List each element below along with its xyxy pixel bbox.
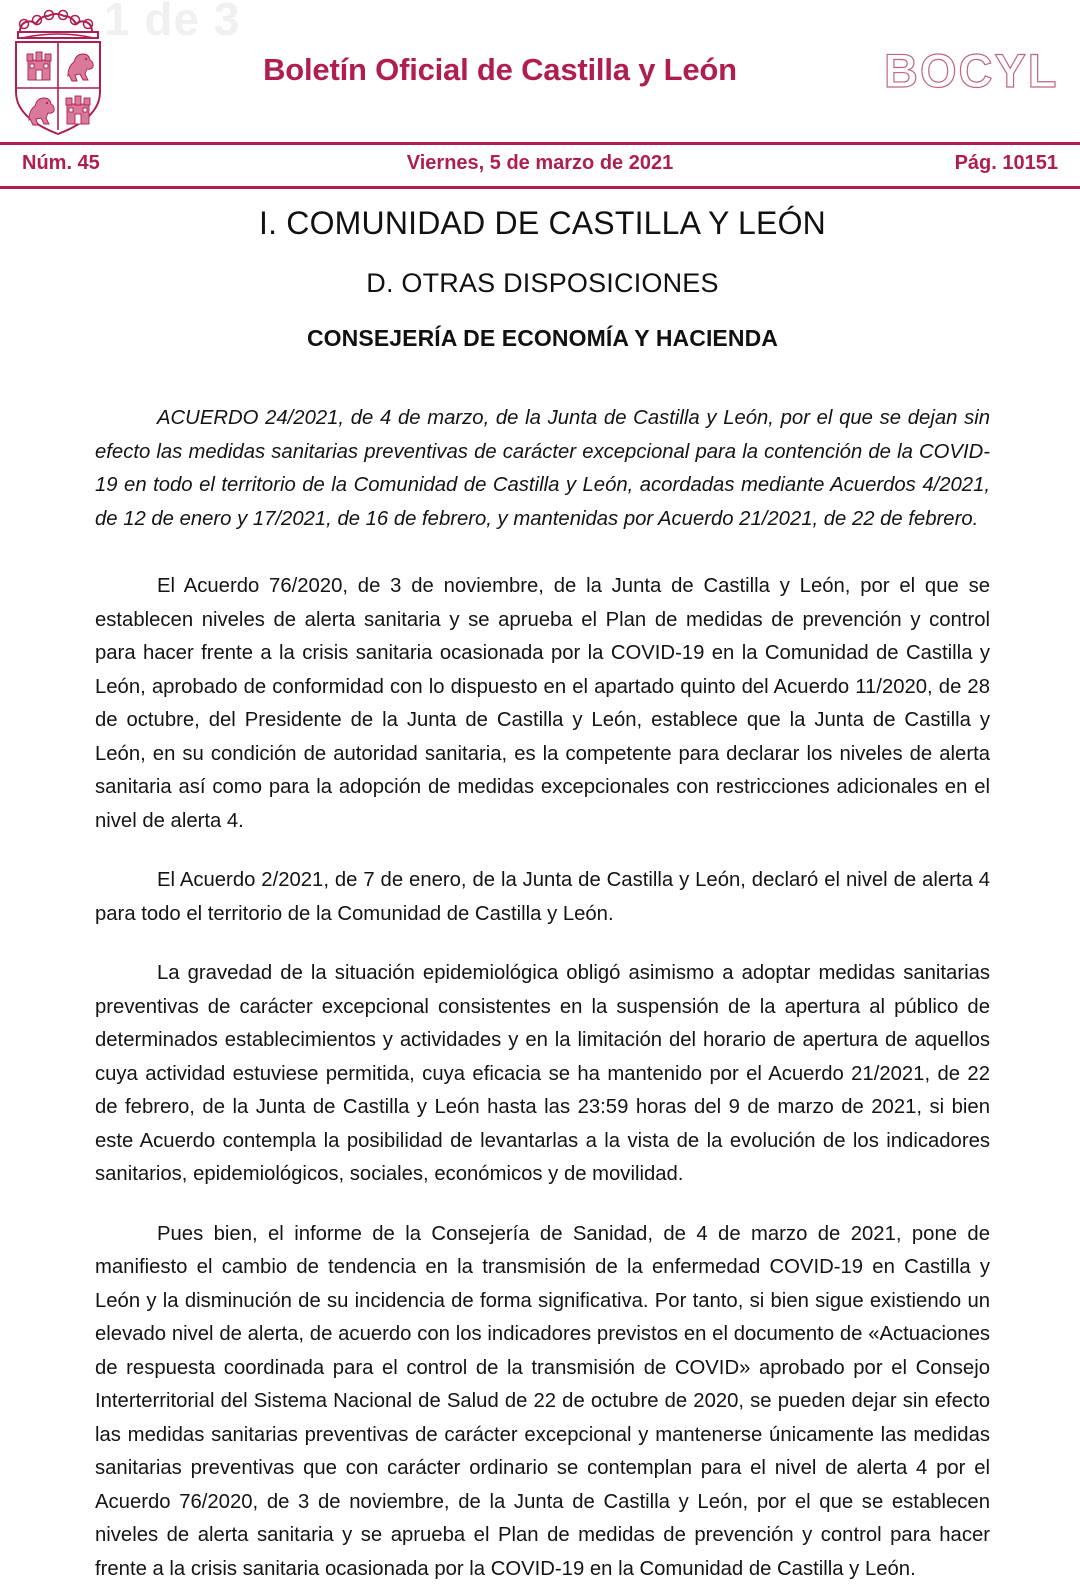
issue-bar: [0, 145, 1080, 186]
page-number: Pág. 10151: [955, 152, 1058, 175]
issue-number: Núm. 45: [22, 152, 100, 175]
issue-date: Viernes, 5 de marzo de 2021: [0, 152, 1080, 175]
section-heading: I. COMUNIDAD DE CASTILLA Y LEÓN: [95, 205, 990, 242]
body-paragraph: El Acuerdo 76/2020, de 3 de noviembre, de la Junta de Castilla y León, por el que se establecen niveles de alerta sanitaria y se aprueba el Plan de medidas de prevención y control para hacer frente a la crisis sanitaria ocasionada por la COVID-19 en la Comunidad de Castilla y León, aprobado de conformidad con lo dispuesto en el apartado quinto del Acuerdo 11/2020, de 28 de octubre, del Presidente de la Junta de Castilla y León, establece que la Junta de Castilla y León, en su condición de autoridad sanitaria, es la competente para declarar los niveles de alerta sanitaria así como para la adopción de medidas excepcionales con restricciones adicionales en el nivel de alerta 4.: [95, 570, 990, 838]
bocyl-logo: [884, 44, 1080, 100]
body-paragraph: El Acuerdo 2/2021, de 7 de enero, de la Junta de Castilla y León, declaró el nivel de alerta 4 para todo el territorio de la Comunidad de Castilla y León.: [95, 864, 990, 931]
department-heading: CONSEJERÍA DE ECONOMÍA Y HACIENDA: [95, 325, 990, 352]
document-body: [95, 205, 990, 1586]
masthead: [0, 0, 1080, 140]
body-paragraph: La gravedad de la situación epidemiológica obligó asimismo a adoptar medidas sanitarias preventivas de carácter excepcional consistentes en la suspensión de la apertura al público de determinados establecimientos y actividades y en la limitación del horario de apertura de aquellos cuya actividad estuviese permitida, cuya eficacia se ha mantenido por el Acuerdo 21/2021, de 22 de febrero, de la Junta de Castilla y León hasta las 23:59 horas del 9 de marzo de 2021, si bien este Acuerdo contempla la posibilidad de levantarlas a la vista de la evolución de los indicadores sanitarios, epidemiológicos, sociales, económicos y de movilidad.: [95, 957, 990, 1192]
bocyl-logo-text: BOCYL: [884, 44, 1059, 97]
decree-abstract: ACUERDO 24/2021, de 4 de marzo, de la Junta de Castilla y León, por el que se dejan sin efecto las medidas sanitarias preventivas de carácter excepcional para la contención de la COVID-19 en todo el territorio de la Comunidad de Castilla y León, acordadas mediante Acuerdos 4/2021, de 12 de enero y 17/2021, de 16 de febrero, y mantenidas por Acuerdo 21/2021, de 22 de febrero.: [95, 402, 990, 536]
subsection-heading: D. OTRAS DISPOSICIONES: [95, 268, 990, 299]
header-rule-bottom: [0, 186, 1080, 189]
publication-title: Boletín Oficial de Castilla y León: [150, 52, 850, 88]
body-paragraph: Pues bien, el informe de la Consejería de Sanidad, de 4 de marzo de 2021, pone de manifiesto el cambio de tendencia en la transmisión de la enfermedad COVID-19 en Castilla y León y la disminución de su incidencia de forma significativa. Por tanto, si bien sigue existiendo un elevado nivel de alerta, de acuerdo con los indicadores previstos en el documento de «Actuaciones de respuesta coordinada para el control de la transmisión de COVID» aprobado por el Consejo Interterritorial del Sistema Nacional de Salud de 22 de octubre de 2020, se pueden dejar sin efecto las medidas sanitarias preventivas de carácter excepcional y mantenerse únicamente las medidas sanitarias preventivas que con carácter ordinario se contemplan para el nivel de alerta 4 por el Acuerdo 76/2020, de 3 de noviembre, de la Junta de Castilla y León, por el que se establecen niveles de alerta sanitaria y se aprueba el Plan de medidas de prevención y control para hacer frente a la crisis sanitaria ocasionada por la COVID-19 en la Comunidad de Castilla y León.: [95, 1218, 990, 1586]
page-count-watermark: 1 de 3: [104, 0, 240, 46]
castilla-y-leon-coat-of-arms-icon: [6, 2, 110, 138]
